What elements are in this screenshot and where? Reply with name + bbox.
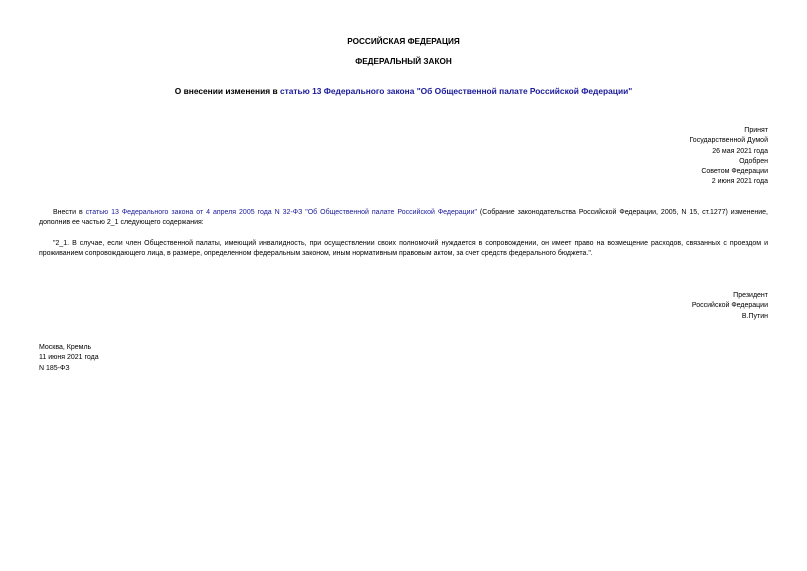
signature-country: Российской Федерации: [691, 302, 768, 310]
body-paragraph-1: [39, 208, 768, 229]
signature-block: [692, 291, 768, 322]
signature-name: В.Путин: [741, 312, 768, 320]
law-title-link[interactable]: статью 13 Федерального закона "Об Общественной палате Российской Федерации": [279, 86, 633, 96]
p1-suffix: (Собрание законодательства Российской Федерации, 2005, N 15, ст.1277) изменение, дополнив ее частью 2_1 следующего содержания:: [39, 209, 769, 227]
article-13-link[interactable]: статью 13 Федерального закона от 4 апреля 2005 года N 32-ФЗ "Об Общественной палате Российской Федерации": [85, 209, 477, 216]
body-paragraph-2: [39, 239, 768, 260]
place-date: 11 июня 2021 года: [39, 354, 99, 362]
adoption-block: [689, 126, 768, 188]
document-type-heading: ФЕДЕРАЛЬНЫЙ ЗАКОН: [355, 57, 452, 66]
law-title: [0, 86, 807, 96]
adoption-duma-date: 26 мая 2021 года: [712, 147, 768, 155]
adoption-council-date: 2 июня 2021 года: [711, 178, 768, 186]
adoption-accepted: Принят: [744, 127, 768, 134]
adoption-federation-council: Советом Федерации: [701, 168, 768, 176]
law-title-prefix: О внесении изменения в: [174, 86, 280, 96]
adoption-approved: Одобрен: [739, 157, 768, 165]
adoption-duma: Государственной Думой: [689, 137, 768, 145]
place-location: Москва, Кремль: [39, 344, 92, 351]
p2-text: "2_1. В случае, если член Общественной палаты, имеющий инвалидность, при осуществлении своих полномочий нуждается в сопровождении, он имеет право на возмещение расходов, связанных с проездом и проживанием сопровождающего лица, в размере, определенном федеральным законом, иным нормативным правовым актом, за счет средств федерального бюджета.".: [39, 240, 768, 258]
signature-title: Президент: [733, 292, 768, 299]
p1-prefix: Внести в: [53, 209, 86, 216]
place-date-block: [39, 343, 99, 374]
law-number: N 185-ФЗ: [39, 364, 70, 372]
country-heading: РОССИЙСКАЯ ФЕДЕРАЦИЯ: [347, 37, 460, 46]
